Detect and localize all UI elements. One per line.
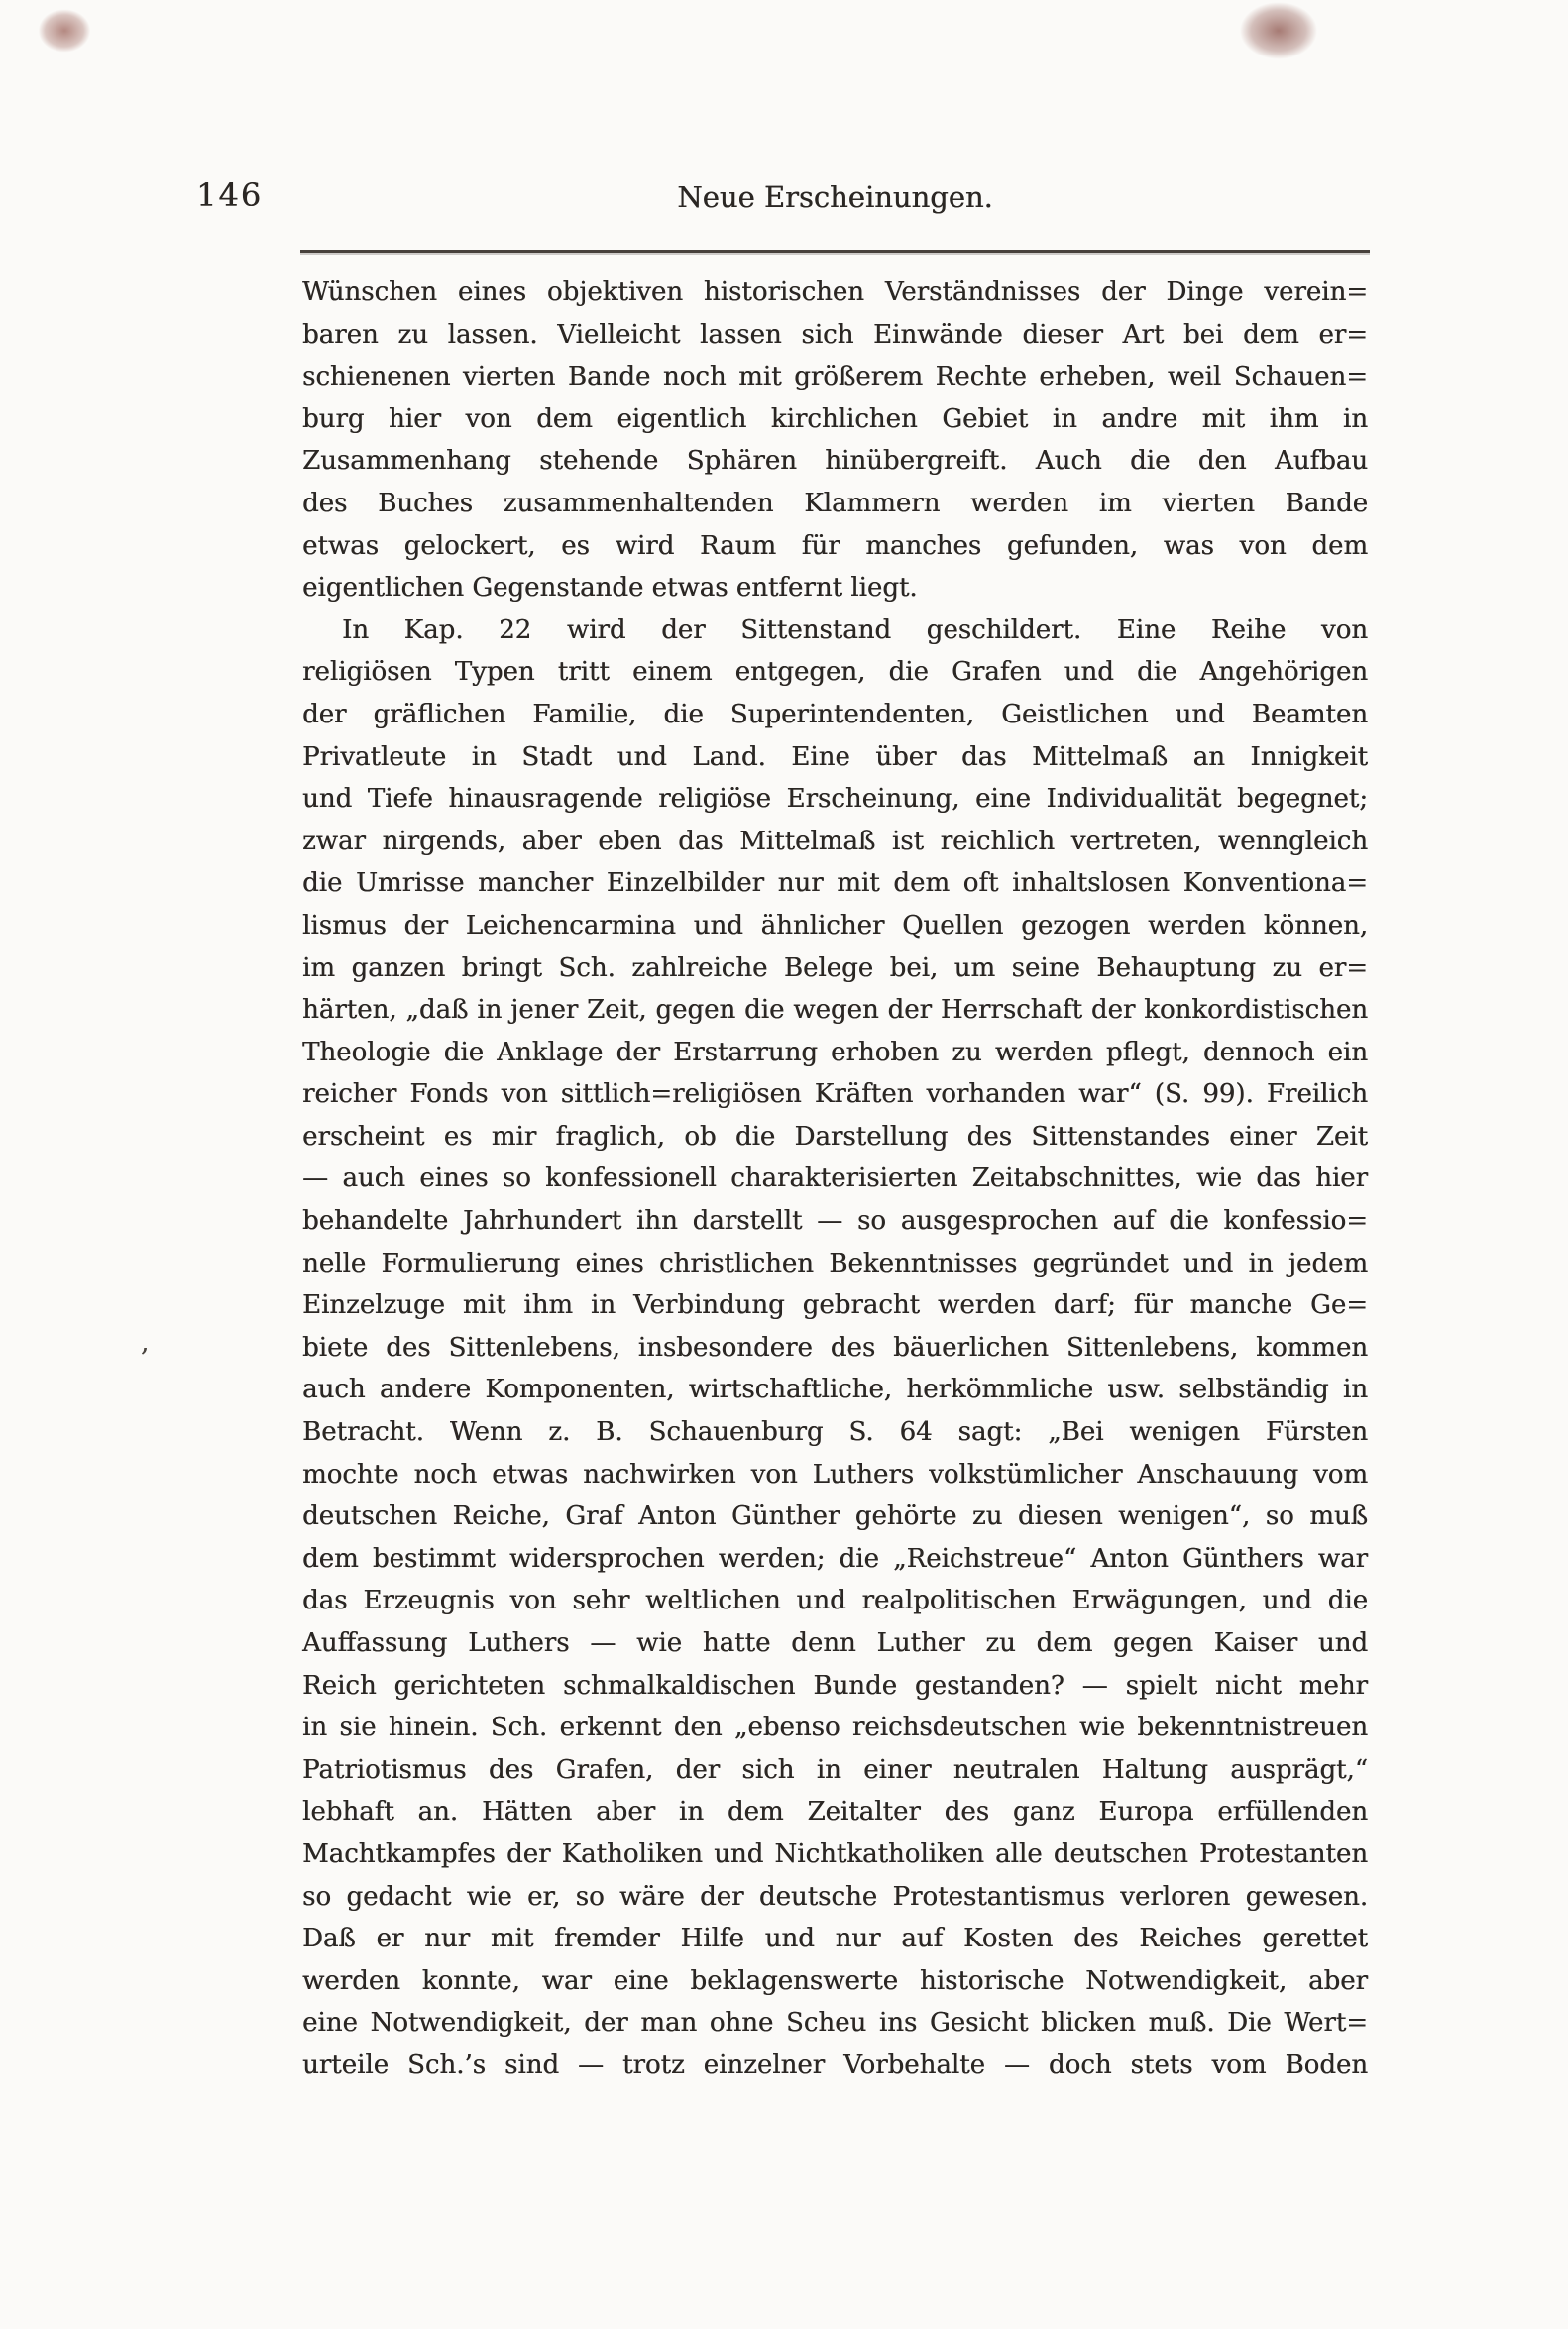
text-line: lebhaft an. Hätten aber in dem Zeitalter des ganz Europa erfüllenden <box>302 1797 1368 1828</box>
text-block <box>302 272 1368 2087</box>
ink-stain-top-right <box>1229 0 1328 67</box>
text-line: deutschen Reiche, Graf Anton Günther gehörte zu diesen wenigen“, so muß <box>302 1501 1368 1532</box>
margin-mark: , <box>141 1328 150 1358</box>
text-line: Daß er nur mit fremder Hilfe und nur auf Kosten des Reiches gerettet <box>302 1924 1368 1954</box>
text-line: etwas gelockert, es wird Raum für manches gefunden, was von dem <box>302 530 1368 561</box>
text-line: In Kap. 22 wird der Sittenstand geschildert. Eine Reihe von <box>342 614 1368 645</box>
text-line: schienenen vierten Bande noch mit größerem Rechte erheben, weil Schauen= <box>302 362 1368 392</box>
text-line: Theologie die Anklage der Erstarrung erhoben zu werden pflegt, dennoch ein <box>302 1037 1368 1067</box>
text-line: Reich gerichteten schmalkaldischen Bunde gestanden? — spielt nicht mehr <box>302 1670 1368 1701</box>
text-line: die Umrisse mancher Einzelbilder nur mit dem oft inhaltslosen Konventiona= <box>302 868 1368 899</box>
text-line: auch andere Komponenten, wirtschaftliche, herkömmliche usw. selbständig in <box>302 1375 1368 1405</box>
ink-stain-top-left <box>30 2 99 59</box>
text-line: biete des Sittenlebens, insbesondere des bäuerlichen Sittenlebens, kommen <box>302 1332 1368 1363</box>
text-line: so gedacht wie er, so wäre der deutsche Protestantismus verloren gewesen. <box>302 1881 1368 1912</box>
text-line: — auch eines so konfessionell charakterisierten Zeitabschnittes, wie das hier <box>302 1164 1368 1194</box>
text-line: das Erzeugnis von sehr weltlichen und realpolitischen Erwägungen, und die <box>302 1586 1368 1616</box>
text-line: und Tiefe hinausragende religiöse Erscheinung, eine Individualität begegnet; <box>302 784 1368 815</box>
text-line: burg hier von dem eigentlich kirchlichen Gebiet in andre mit ihm in <box>302 403 1368 434</box>
text-line: Wünschen eines objektiven historischen Verständnisses der Dinge verein= <box>302 277 1368 307</box>
text-line: Zusammenhang stehende Sphären hinübergreift. Auch die den Aufbau <box>302 446 1368 477</box>
header-rule <box>300 250 1370 253</box>
text-line: Privatleute in Stadt und Land. Eine über das Mittelmaß an Innigkeit <box>302 741 1368 772</box>
text-line: reicher Fonds von sittlich=religiösen Kräften vorhanden war“ (S. 99). Freilich <box>302 1079 1368 1110</box>
text-line: Machtkampfes der Katholiken und Nichtkatholiken alle deutschen Protestanten <box>302 1838 1368 1869</box>
text-line: im ganzen bringt Sch. zahlreiche Belege bei, um seine Behauptung zu er= <box>302 952 1368 983</box>
text-line: mochte noch etwas nachwirken von Luthers volkstümlicher Anschauung vom <box>302 1459 1368 1490</box>
text-line: Auffassung Luthers — wie hatte denn Luther zu dem gegen Kaiser und <box>302 1628 1368 1658</box>
text-line: Patriotismus des Grafen, der sich in einer neutralen Haltung ausprägt,“ <box>302 1754 1368 1785</box>
text-line: lismus der Leichencarmina und ähnlicher Quellen gezogen werden können, <box>302 910 1368 941</box>
text-line: in sie hinein. Sch. erkennt den „ebenso reichsdeutschen wie bekenntnistreuen <box>302 1713 1368 1743</box>
text-line: härten, „daß in jener Zeit, gegen die wegen der Herrschaft der konkordistischen <box>302 995 1368 1026</box>
running-header-title: Neue Erscheinungen. <box>677 180 993 214</box>
text-line: baren zu lassen. Vielleicht lassen sich Einwände dieser Art bei dem er= <box>302 319 1368 350</box>
text-line: nelle Formulierung eines christlichen Bekenntnisses gegründet und in jedem <box>302 1248 1368 1278</box>
text-line: dem bestimmt widersprochen werden; die „Reichstreue“ Anton Günthers war <box>302 1543 1368 1574</box>
text-line: eigentlichen Gegenstande etwas entfernt liegt. <box>302 573 918 604</box>
text-line: werden konnte, war eine beklagenswerte historische Notwendigkeit, aber <box>302 1965 1368 1996</box>
text-line: der gräflichen Familie, die Superintendenten, Geistlichen und Beamten <box>302 699 1368 729</box>
text-line: urteile Sch.’s sind — trotz einzelner Vorbehalte — doch stets vom Boden <box>302 2050 1368 2080</box>
text-line: behandelte Jahrhundert ihn darstellt — so ausgesprochen auf die konfessio= <box>302 1206 1368 1237</box>
text-line: Betracht. Wenn z. B. Schauenburg S. 64 sagt: „Bei wenigen Fürsten <box>302 1417 1368 1448</box>
page-number: 146 <box>196 176 264 214</box>
text-line: religiösen Typen tritt einem entgegen, die Grafen und die Angehörigen <box>302 657 1368 688</box>
text-line: Einzelzuge mit ihm in Verbindung gebracht werden darf; für manche Ge= <box>302 1290 1368 1321</box>
text-line: eine Notwendigkeit, der man ohne Scheu ins Gesicht blicken muß. Die Wert= <box>302 2008 1368 2039</box>
text-line: erscheint es mir fraglich, ob die Darstellung des Sittenstandes einer Zeit <box>302 1121 1368 1152</box>
text-line: des Buches zusammenhaltenden Klammern werden im vierten Bande <box>302 488 1368 518</box>
text-line: zwar nirgends, aber eben das Mittelmaß ist reichlich vertreten, wenngleich <box>302 826 1368 856</box>
